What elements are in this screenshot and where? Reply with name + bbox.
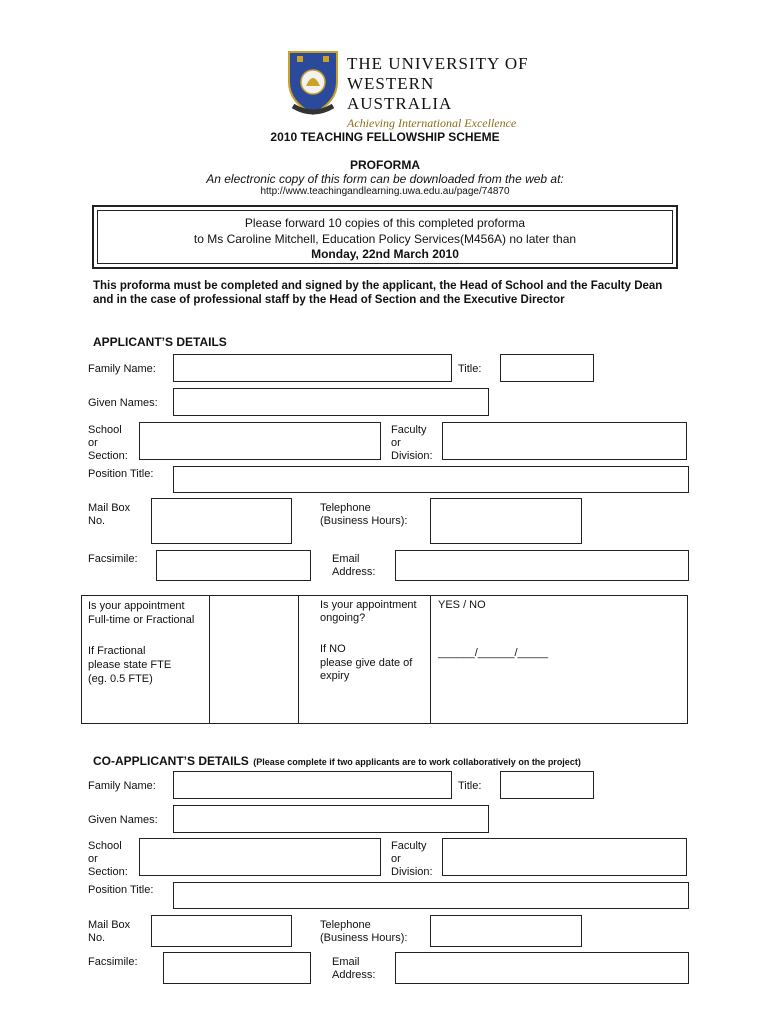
coapplicant-faculty-field[interactable] (442, 838, 687, 876)
applicant-given-names-field[interactable] (173, 388, 489, 416)
coapplicant-position-title-label: Position Title: (88, 884, 154, 896)
applicant-position-title-label: Position Title: (88, 468, 154, 480)
coapplicant-heading-note: (Please complete if two applicants are to work collaboratively on the project) (253, 757, 581, 767)
applicant-family-name-label: Family Name: (88, 363, 156, 375)
proforma-title: PROFORMA (350, 158, 420, 172)
coapplicant-telephone-field[interactable] (430, 915, 582, 947)
coapplicant-mailbox-field[interactable] (151, 915, 292, 947)
applicant-heading: APPLICANT’S DETAILS (93, 335, 227, 349)
university-name-line2: WESTERN AUSTRALIA (347, 74, 453, 113)
instruction-text: This proforma must be completed and signed by the applicant, the Head of School and the Faculty Dean and in the case of professional staff by the Head of Section and the Executive Director (93, 280, 663, 306)
coapplicant-position-title-field[interactable] (173, 882, 689, 909)
crest-icon (283, 48, 343, 116)
coapplicant-facsimile-field[interactable] (163, 952, 311, 984)
coapplicant-email-label: Email Address: (332, 956, 376, 981)
coapplicant-telephone-label: Telephone (Business Hours): (320, 919, 408, 944)
electronic-copy-note: An electronic copy of this form can be downloaded from the web at: (206, 172, 564, 186)
coapplicant-given-names-field[interactable] (173, 805, 489, 833)
scheme-title: 2010 TEACHING FELLOWSHIP SCHEME (270, 130, 500, 144)
download-url[interactable]: http://www.teachingandlearning.uwa.edu.au/page/74870 (260, 186, 510, 197)
coapplicant-school-field[interactable] (139, 838, 381, 876)
coapplicant-family-name-label: Family Name: (88, 780, 156, 792)
applicant-faculty-field[interactable] (442, 422, 687, 460)
coapplicant-email-field[interactable] (395, 952, 689, 984)
applicant-title-label: Title: (458, 363, 482, 375)
appointment-yes-no[interactable]: YES / NO (438, 599, 486, 611)
coapplicant-title-label: Title: (458, 780, 482, 792)
notice-line1: Please forward 10 copies of this completed proforma (244, 216, 526, 230)
coapplicant-title-field[interactable] (500, 771, 594, 799)
appointment-expiry-date[interactable]: ______/______/_____ (438, 647, 549, 659)
university-logo (283, 48, 543, 130)
coapplicant-school-label: School or Section: (88, 840, 128, 878)
applicant-school-field[interactable] (139, 422, 381, 460)
coapplicant-given-names-label: Given Names: (88, 814, 158, 826)
applicant-email-field[interactable] (395, 550, 689, 581)
applicant-telephone-field[interactable] (430, 498, 582, 544)
applicant-position-title-field[interactable] (173, 466, 689, 493)
applicant-family-name-field[interactable] (173, 354, 452, 382)
coapplicant-heading-row (93, 752, 581, 770)
notice-deadline: Monday, 22nd March 2010 (311, 247, 459, 261)
applicant-mailbox-label: Mail Box No. (88, 502, 131, 527)
appointment-expiry-question: If NO please give date of expiry (320, 643, 413, 682)
appointment-fractional-question: If Fractional please state FTE (eg. 0.5 FTE) (88, 645, 172, 685)
applicant-telephone-label: Telephone (Business Hours): (320, 502, 408, 527)
coapplicant-mailbox-label: Mail Box No. (88, 919, 131, 944)
applicant-title-field[interactable] (500, 354, 594, 382)
appointment-fulltime-question: Is your appointment Full-time or Fractional (88, 600, 195, 626)
applicant-email-label: Email Address: (332, 553, 376, 578)
applicant-school-label: School or Section: (88, 424, 128, 462)
coapplicant-family-name-field[interactable] (173, 771, 452, 799)
coapplicant-faculty-label: Faculty or Division: (391, 840, 433, 878)
university-name-line1: THE UNIVERSITY OF (347, 54, 529, 73)
applicant-faculty-label: Faculty or Division: (391, 424, 433, 462)
coapplicant-heading: CO-APPLICANT’S DETAILS (93, 754, 249, 768)
appointment-fte-field[interactable] (209, 596, 297, 723)
applicant-facsimile-field[interactable] (156, 550, 311, 581)
coapplicant-facsimile-label: Facsimile: (88, 956, 138, 968)
applicant-given-names-label: Given Names: (88, 397, 158, 409)
notice-line2: to Ms Caroline Mitchell, Education Policy Services(M456A) no later than (193, 232, 577, 246)
applicant-mailbox-field[interactable] (151, 498, 292, 544)
notice-box (92, 205, 678, 269)
applicant-facsimile-label: Facsimile: (88, 553, 138, 565)
appointment-ongoing-question: Is your appointment ongoing? (320, 599, 417, 624)
university-tagline: Achieving International Excellence (347, 116, 517, 130)
